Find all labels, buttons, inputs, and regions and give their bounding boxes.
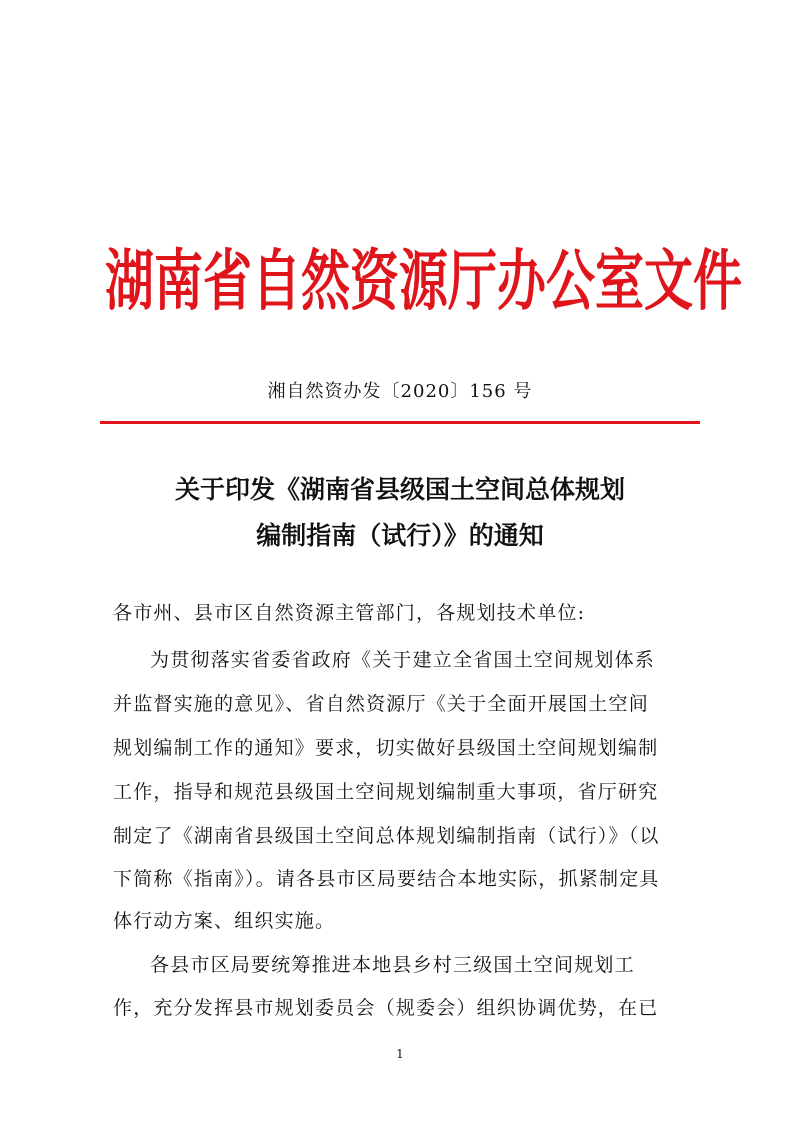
body-line: 工作，指导和规范县级国土空间规划编制重大事项，省厅研究 [113, 781, 659, 803]
issuing-authority-heading: 湖南省自然资源厅办公室文件 [105, 242, 743, 320]
body-line: 并监督实施的意见》、省自然资源厅《关于全面开展国土空间 [113, 693, 649, 715]
body-line: 各县市区局要统筹推进本地县乡村三级国土空间规划工 [150, 954, 635, 976]
document-number: 湘自然资办发〔2020〕156 号 [267, 381, 533, 402]
body-line: 制定了《湖南省县级国土空间总体规划编制指南（试行）》（以 [113, 825, 660, 847]
body-line: 体行动方案、组织实施。 [113, 910, 336, 932]
salutation: 各市州、县市区自然资源主管部门，各规划技术单位: [113, 602, 586, 624]
body-line: 作，充分发挥县市规划委员会（规委会）组织协调优势，在已 [113, 997, 659, 1019]
body-line: 规划编制工作的通知》要求，切实做好县级国土空间规划编制 [113, 737, 659, 759]
notice-title-line-1: 关于印发《湖南省县级国土空间总体规划 [174, 475, 625, 504]
body-line: 为贯彻落实省委省政府《关于建立全省国土空间规划体系 [150, 649, 656, 671]
notice-title-line-2: 编制指南（试行）》的通知 [256, 521, 544, 550]
red-divider-line [100, 421, 700, 424]
page-number: 1 [396, 1047, 404, 1061]
body-line: 下简称《指南》）。请各县市区局要结合本地实际，抓紧制定具 [113, 868, 660, 890]
